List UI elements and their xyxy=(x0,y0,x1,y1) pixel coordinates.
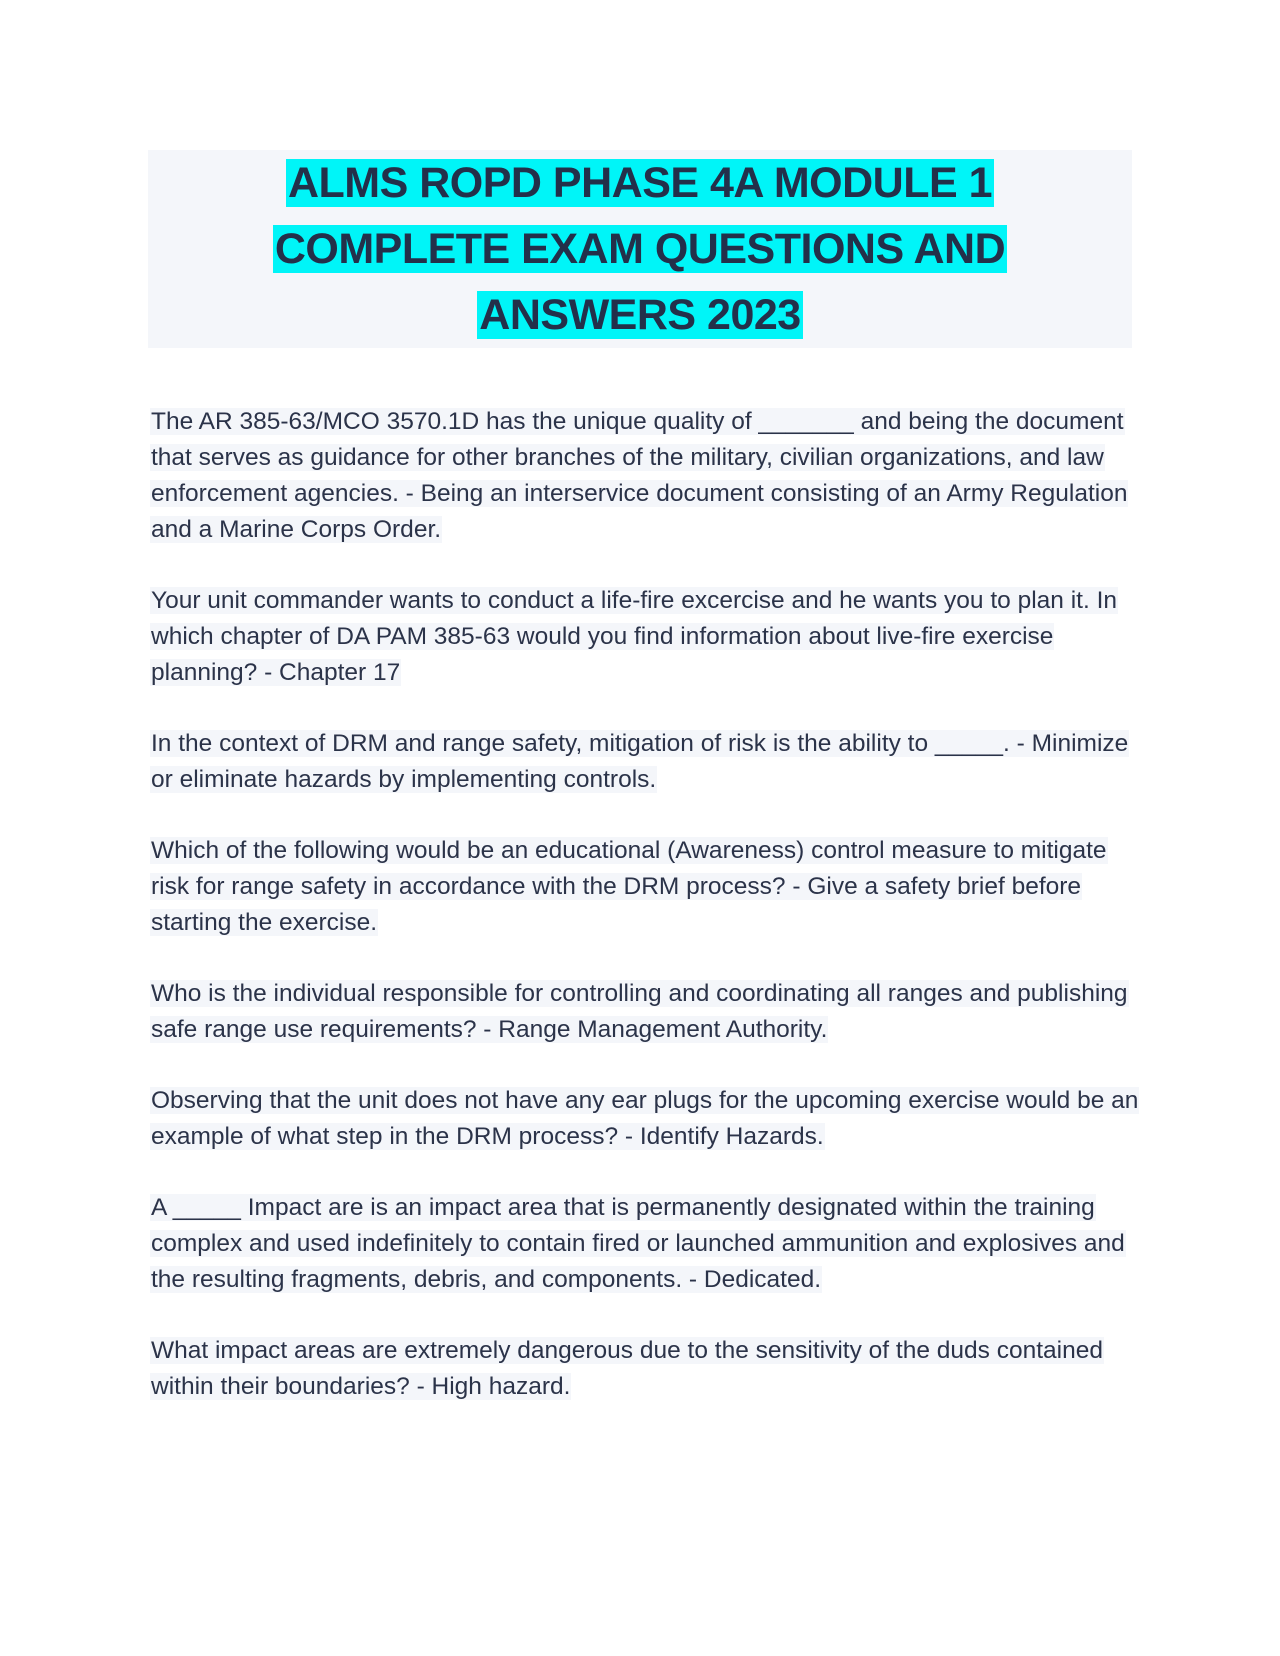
title-block xyxy=(148,150,1132,348)
qa-item xyxy=(150,583,1140,691)
qa-item xyxy=(150,726,1140,798)
qa-text: Observing that the unit does not have any ear plugs for the upcoming exercise would be an example of what step in the DRM process? - Identify Hazards. xyxy=(151,1087,1139,1150)
qa-text: Who is the individual responsible for controlling and coordinating all ranges and publishing safe range use requirements? - Range Management Authority. xyxy=(151,980,1128,1043)
qa-item xyxy=(150,1083,1140,1155)
title-highlight: ALMS ROPD PHASE 4A MODULE 1 COMPLETE EXAM QUESTIONS AND ANSWERS 2023 xyxy=(274,159,1006,339)
qa-text: In the context of DRM and range safety, mitigation of risk is the ability to _____. - Minimize or eliminate hazards by implementing controls. xyxy=(151,730,1129,793)
qa-text: The AR 385-63/MCO 3570.1D has the unique quality of _______ and being the document that serves as guidance for other branches of the military, civilian organizations, and law enforcement agencies. - Being an interservice document consisting of an Army Regulation and a Marine Corps Order. xyxy=(151,408,1128,543)
qa-list xyxy=(150,404,1140,1440)
qa-text: A _____ Impact are is an impact area that is permanently designated within the training complex and used indefinitely to contain fired or launched ammunition and explosives and the resulting fragments, debris, and components. - Dedicated. xyxy=(151,1194,1125,1293)
qa-item xyxy=(150,1333,1140,1405)
qa-text: Your unit commander wants to conduct a life-fire excercise and he wants you to plan it. In which chapter of DA PAM 385-63 would you find information about live-fire exercise planning? - Chapter 17 xyxy=(151,587,1118,686)
qa-item xyxy=(150,833,1140,941)
qa-item xyxy=(150,976,1140,1048)
qa-text: Which of the following would be an educational (Awareness) control measure to mitigate risk for range safety in accordance with the DRM process? - Give a safety brief before starting the exercise. xyxy=(151,837,1107,936)
qa-item xyxy=(150,1190,1140,1298)
page-title xyxy=(170,150,1110,348)
qa-item xyxy=(150,404,1140,548)
qa-text: What impact areas are extremely dangerous due to the sensitivity of the duds contained within their boundaries? - High hazard. xyxy=(151,1337,1103,1400)
